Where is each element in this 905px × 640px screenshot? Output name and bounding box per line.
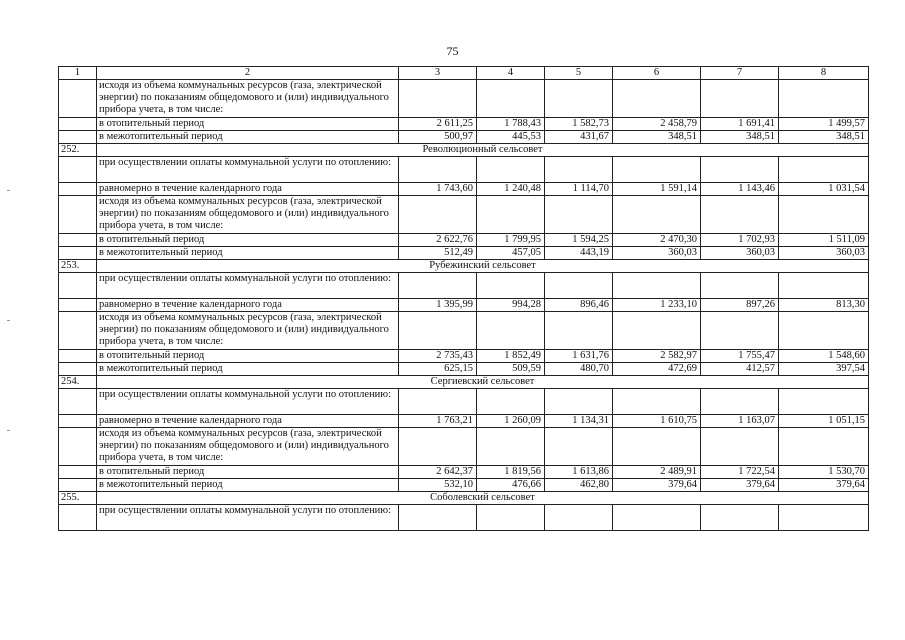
value-cell [399, 505, 477, 531]
table-row [59, 131, 869, 144]
value-cell: 897,26 [701, 299, 779, 312]
value-cell [545, 389, 613, 415]
value-cell [779, 273, 869, 299]
row-number-cell [59, 118, 97, 131]
value-cell: 994,28 [477, 299, 545, 312]
value-cell: 1 722,54 [701, 466, 779, 479]
table-row [59, 466, 869, 479]
row-description: в межотопительный период [97, 131, 399, 144]
column-header: 7 [701, 67, 779, 80]
row-description: при осуществлении оплаты коммунальной услуги по отоплению: [97, 273, 399, 299]
section-row [59, 492, 869, 505]
row-number-cell [59, 157, 97, 183]
row-description: исходя из объема коммунальных ресурсов (газа, электрической энергии) по показаниям общедомового и (или) индивидуального прибора учета, в том числе: [97, 80, 399, 118]
value-cell: 348,51 [779, 131, 869, 144]
value-cell: 348,51 [701, 131, 779, 144]
row-number-cell [59, 273, 97, 299]
table-row [59, 80, 869, 118]
row-number-cell [59, 80, 97, 118]
value-cell: 1 582,73 [545, 118, 613, 131]
value-cell [701, 312, 779, 350]
value-cell [701, 273, 779, 299]
value-cell [477, 196, 545, 234]
table-row [59, 350, 869, 363]
value-cell [545, 312, 613, 350]
value-cell: 1 530,70 [779, 466, 869, 479]
value-cell: 462,80 [545, 479, 613, 492]
value-cell: 2 642,37 [399, 466, 477, 479]
value-cell [399, 80, 477, 118]
value-cell: 1 763,21 [399, 415, 477, 428]
row-description: при осуществлении оплаты коммунальной услуги по отоплению: [97, 389, 399, 415]
table-row [59, 247, 869, 260]
row-number-cell [59, 428, 97, 466]
value-cell: 360,03 [613, 247, 701, 260]
table-row [59, 234, 869, 247]
value-cell [545, 273, 613, 299]
scan-mark [7, 430, 10, 431]
section-number: 254. [59, 376, 97, 389]
value-cell [613, 157, 701, 183]
value-cell [399, 157, 477, 183]
value-cell: 445,53 [477, 131, 545, 144]
value-cell: 1 051,15 [779, 415, 869, 428]
table-row [59, 389, 869, 415]
row-description: исходя из объема коммунальных ресурсов (газа, электрической энергии) по показаниям общедомового и (или) индивидуального прибора учета, в том числе: [97, 196, 399, 234]
value-cell: 1 755,47 [701, 350, 779, 363]
value-cell: 1 743,60 [399, 183, 477, 196]
table-row [59, 118, 869, 131]
row-number-cell [59, 415, 97, 428]
row-description: равномерно в течение календарного года [97, 299, 399, 312]
value-cell: 1 631,76 [545, 350, 613, 363]
value-cell: 1 134,31 [545, 415, 613, 428]
table-row [59, 363, 869, 376]
table-row [59, 299, 869, 312]
row-number-cell [59, 363, 97, 376]
column-header: 3 [399, 67, 477, 80]
value-cell: 1 395,99 [399, 299, 477, 312]
value-cell: 476,66 [477, 479, 545, 492]
section-row [59, 376, 869, 389]
column-header: 6 [613, 67, 701, 80]
value-cell: 500,97 [399, 131, 477, 144]
row-number-cell [59, 350, 97, 363]
value-cell: 1 143,46 [701, 183, 779, 196]
value-cell [701, 80, 779, 118]
section-name: Революционный сельсовет [97, 144, 869, 157]
value-cell: 1 511,09 [779, 234, 869, 247]
value-cell: 1 031,54 [779, 183, 869, 196]
value-cell [477, 428, 545, 466]
value-cell: 1 613,86 [545, 466, 613, 479]
value-cell [545, 505, 613, 531]
column-header: 5 [545, 67, 613, 80]
column-header: 1 [59, 67, 97, 80]
value-cell [399, 389, 477, 415]
row-description: в отопительный период [97, 118, 399, 131]
value-cell [779, 196, 869, 234]
value-cell [779, 312, 869, 350]
value-cell [701, 157, 779, 183]
table-row [59, 428, 869, 466]
value-cell: 2 458,79 [613, 118, 701, 131]
value-cell: 813,30 [779, 299, 869, 312]
value-cell [701, 505, 779, 531]
value-cell [399, 196, 477, 234]
value-cell: 1 548,60 [779, 350, 869, 363]
value-cell: 1 499,57 [779, 118, 869, 131]
value-cell [477, 389, 545, 415]
value-cell: 2 735,43 [399, 350, 477, 363]
value-cell [779, 428, 869, 466]
table-row [59, 183, 869, 196]
value-cell [399, 428, 477, 466]
value-cell: 360,03 [779, 247, 869, 260]
value-cell [477, 80, 545, 118]
row-number-cell [59, 312, 97, 350]
table-row [59, 157, 869, 183]
table-row [59, 312, 869, 350]
row-description: исходя из объема коммунальных ресурсов (газа, электрической энергии) по показаниям общедомового и (или) индивидуального прибора учета, в том числе: [97, 312, 399, 350]
value-cell: 625,15 [399, 363, 477, 376]
value-cell: 1 114,70 [545, 183, 613, 196]
value-cell: 2 611,25 [399, 118, 477, 131]
value-cell [545, 80, 613, 118]
table-row [59, 505, 869, 531]
section-number: 255. [59, 492, 97, 505]
value-cell: 1 260,09 [477, 415, 545, 428]
row-description: в межотопительный период [97, 479, 399, 492]
value-cell [779, 157, 869, 183]
value-cell: 2 489,91 [613, 466, 701, 479]
value-cell: 431,67 [545, 131, 613, 144]
value-cell [613, 428, 701, 466]
value-cell [779, 80, 869, 118]
section-name: Соболевский сельсовет [97, 492, 869, 505]
row-number-cell [59, 299, 97, 312]
column-header: 4 [477, 67, 545, 80]
value-cell [545, 157, 613, 183]
value-cell: 896,46 [545, 299, 613, 312]
table-row [59, 415, 869, 428]
value-cell: 1 819,56 [477, 466, 545, 479]
value-cell: 1 591,14 [613, 183, 701, 196]
table-row [59, 273, 869, 299]
value-cell: 397,54 [779, 363, 869, 376]
section-number: 253. [59, 260, 97, 273]
value-cell: 1 788,43 [477, 118, 545, 131]
value-cell: 2 470,30 [613, 234, 701, 247]
header-row [59, 67, 869, 80]
value-cell: 472,69 [613, 363, 701, 376]
row-description: равномерно в течение календарного года [97, 415, 399, 428]
value-cell [613, 505, 701, 531]
section-row [59, 144, 869, 157]
row-description: равномерно в течение календарного года [97, 183, 399, 196]
value-cell: 1 799,95 [477, 234, 545, 247]
row-number-cell [59, 183, 97, 196]
section-name: Рубежинский сельсовет [97, 260, 869, 273]
value-cell: 379,64 [701, 479, 779, 492]
column-header: 8 [779, 67, 869, 80]
value-cell: 1 610,75 [613, 415, 701, 428]
value-cell [613, 273, 701, 299]
value-cell [701, 196, 779, 234]
column-header: 2 [97, 67, 399, 80]
value-cell [477, 157, 545, 183]
scan-mark [7, 190, 10, 191]
row-number-cell [59, 234, 97, 247]
section-number: 252. [59, 144, 97, 157]
value-cell [701, 428, 779, 466]
row-number-cell [59, 479, 97, 492]
value-cell: 1 691,41 [701, 118, 779, 131]
row-description: в отопительный период [97, 466, 399, 479]
value-cell [613, 80, 701, 118]
value-cell: 480,70 [545, 363, 613, 376]
value-cell [613, 312, 701, 350]
row-description: в межотопительный период [97, 247, 399, 260]
value-cell: 1 163,07 [701, 415, 779, 428]
value-cell: 1 233,10 [613, 299, 701, 312]
row-description: исходя из объема коммунальных ресурсов (газа, электрической энергии) по показаниям общедомового и (или) индивидуального прибора учета, в том числе: [97, 428, 399, 466]
value-cell [545, 196, 613, 234]
scan-mark [7, 320, 10, 321]
value-cell [399, 273, 477, 299]
section-row [59, 260, 869, 273]
table-row [59, 196, 869, 234]
value-cell: 360,03 [701, 247, 779, 260]
table-row [59, 479, 869, 492]
value-cell [779, 389, 869, 415]
row-description: при осуществлении оплаты коммунальной услуги по отоплению: [97, 157, 399, 183]
value-cell [779, 505, 869, 531]
value-cell: 2 582,97 [613, 350, 701, 363]
value-cell [477, 505, 545, 531]
row-number-cell [59, 196, 97, 234]
value-cell: 379,64 [779, 479, 869, 492]
row-number-cell [59, 247, 97, 260]
value-cell: 457,05 [477, 247, 545, 260]
value-cell: 2 622,76 [399, 234, 477, 247]
value-cell [477, 273, 545, 299]
value-cell: 1 594,25 [545, 234, 613, 247]
tariff-table [58, 66, 869, 531]
section-name: Сергиевский сельсовет [97, 376, 869, 389]
value-cell: 412,57 [701, 363, 779, 376]
row-description: в межотопительный период [97, 363, 399, 376]
value-cell: 1 240,48 [477, 183, 545, 196]
value-cell: 512,49 [399, 247, 477, 260]
value-cell [545, 428, 613, 466]
value-cell [613, 389, 701, 415]
value-cell: 379,64 [613, 479, 701, 492]
value-cell: 443,19 [545, 247, 613, 260]
value-cell: 348,51 [613, 131, 701, 144]
row-number-cell [59, 466, 97, 479]
value-cell [701, 389, 779, 415]
row-number-cell [59, 505, 97, 531]
value-cell: 1 702,93 [701, 234, 779, 247]
value-cell [477, 312, 545, 350]
value-cell: 1 852,49 [477, 350, 545, 363]
value-cell: 532,10 [399, 479, 477, 492]
row-number-cell [59, 131, 97, 144]
value-cell [613, 196, 701, 234]
row-description: в отопительный период [97, 350, 399, 363]
table-body [59, 67, 869, 531]
row-description: при осуществлении оплаты коммунальной услуги по отоплению: [97, 505, 399, 531]
page-number: 75 [446, 44, 459, 58]
row-description: в отопительный период [97, 234, 399, 247]
value-cell: 509,59 [477, 363, 545, 376]
row-number-cell [59, 389, 97, 415]
value-cell [399, 312, 477, 350]
